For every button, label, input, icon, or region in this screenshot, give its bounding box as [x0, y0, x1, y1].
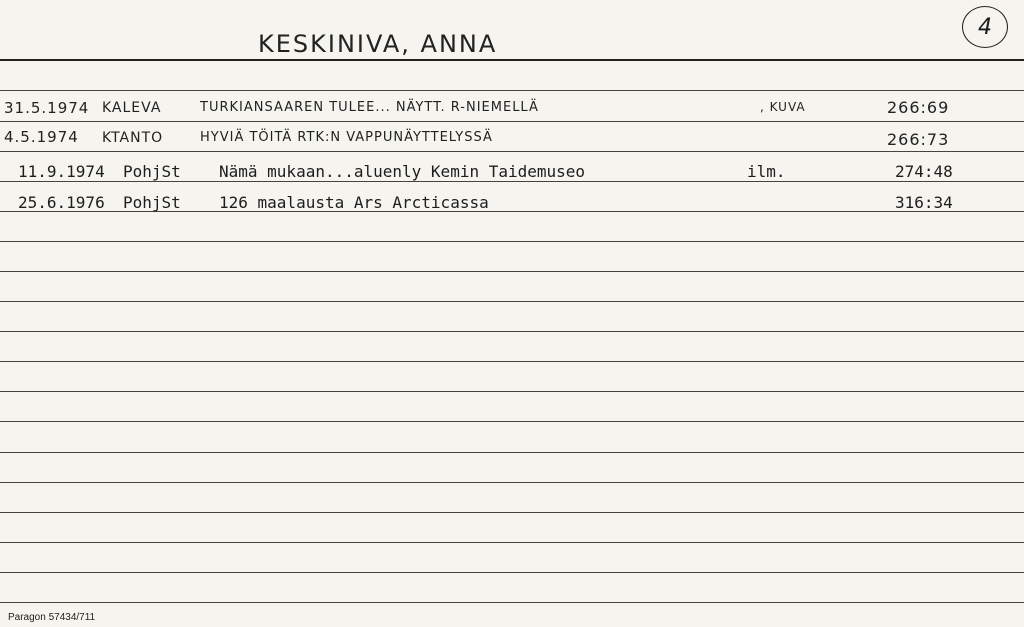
ruled-line: [0, 542, 1024, 543]
entry-date: 11.9.1974: [18, 162, 105, 181]
entry-source: PohjSt: [123, 193, 181, 212]
entry-date: 31.5.1974: [4, 99, 90, 117]
ruled-line: [0, 241, 1024, 242]
entry-source: KALEVA: [102, 100, 162, 116]
entry-source: KTANTO: [102, 130, 164, 146]
entry-date: 4.5.1974: [4, 128, 79, 146]
ruled-line: [0, 151, 1024, 152]
entry-date: 25.6.1976: [18, 193, 105, 212]
entry-description: HYVIÄ TÖITÄ RTK:N VAPPUNÄYTTELYSSÄ: [200, 130, 493, 145]
card-number: 4: [962, 6, 1008, 48]
entry-source: PohjSt: [123, 162, 181, 181]
entry-reference: 274:48: [895, 162, 953, 181]
ruled-line: [0, 301, 1024, 302]
ruled-line: [0, 602, 1024, 603]
ruled-line: [0, 482, 1024, 483]
ruled-line: [0, 121, 1024, 122]
entry-reference: 316:34: [895, 193, 953, 212]
entry-description: Nämä mukaan...aluenly Kemin Taidemuseo: [219, 162, 586, 181]
ruled-line: [0, 452, 1024, 453]
entry-description: TURKIANSAAREN TULEE... NÄYTT. R-NIEMELLÄ: [200, 100, 539, 115]
entry-reference: 266:73: [887, 130, 950, 149]
ruled-line: [0, 572, 1024, 573]
card-footer: Paragon 57434/711: [8, 612, 96, 623]
ruled-line: [0, 512, 1024, 513]
header-rule: [0, 59, 1024, 61]
ruled-line: [0, 181, 1024, 182]
ruled-line: [0, 271, 1024, 272]
entry-note: ilm.: [747, 162, 786, 181]
card-title: KESKINIVA, ANNA: [258, 30, 498, 58]
entry-reference: 266:69: [887, 98, 950, 117]
ruled-line: [0, 421, 1024, 422]
entry-description: 126 maalausta Ars Arcticassa: [219, 193, 489, 212]
ruled-line: [0, 391, 1024, 392]
ruled-line: [0, 361, 1024, 362]
ruled-line: [0, 331, 1024, 332]
entry-note: , KUVA: [760, 100, 806, 114]
ruled-line: [0, 90, 1024, 91]
